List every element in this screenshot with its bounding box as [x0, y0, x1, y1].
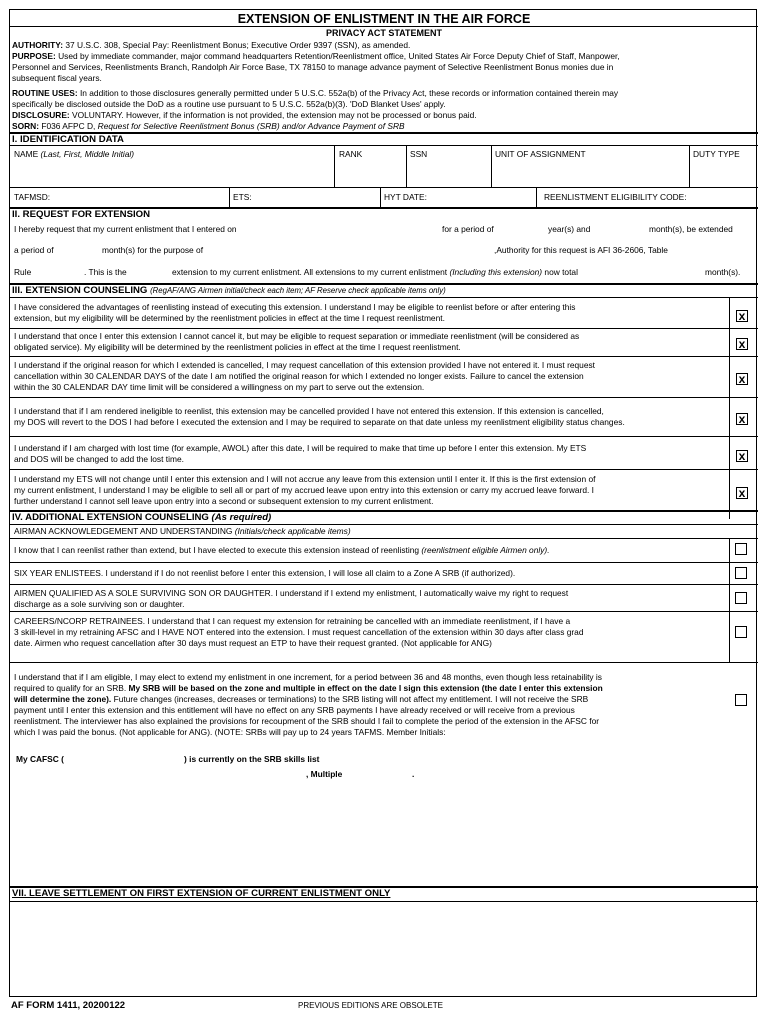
- acknowledgement-item: I know that I can reenlist rather than extend, but I have elected to execute this extension instead of reenlisting (reenlistment eligible Airmen only).: [14, 545, 550, 555]
- form-title: EXTENSION OF ENLISTMENT IN THE AIR FORCE: [237, 12, 531, 26]
- counseling-checkbox[interactable]: x: [736, 310, 748, 322]
- divider: [10, 469, 758, 470]
- counseling-checkbox[interactable]: x: [736, 373, 748, 385]
- acknowledgement-item: 3 skill-level in my retraining AFSC and I HAVE NOT entered into the extension. I must request cancellation of the extension within 30 days after class grad: [14, 627, 584, 637]
- counseling-checkbox[interactable]: x: [736, 450, 748, 462]
- routine-uses-line: specifically be disclosed outside the DoD as a routine use pursuant to 5 U.S.C. 552a(b)(3). 'DoD Blanket Uses' apply.: [12, 99, 446, 109]
- divider: [380, 187, 381, 207]
- divider: [10, 26, 758, 27]
- divider: [10, 524, 758, 525]
- divider: [10, 145, 758, 146]
- request-text: month(s), be extended: [649, 224, 733, 234]
- request-text: extension to my current enlistment. All extensions to my current enlistment (Including this extension) now total: [172, 267, 578, 277]
- request-text: month(s).: [705, 267, 741, 277]
- section-2-heading: II. REQUEST FOR EXTENSION: [12, 209, 151, 220]
- counseling-checkbox[interactable]: x: [736, 338, 748, 350]
- request-text: ,Authority for this request is AFI 36-2606, Table: [494, 245, 668, 255]
- acknowledgement-checkbox[interactable]: [735, 592, 747, 604]
- previous-editions-note: PREVIOUS EDITIONS ARE OBSOLETE: [298, 1001, 443, 1010]
- rank-field-label: RANK: [339, 149, 363, 159]
- acknowledgement-item: date. Airmen who request cancellation after 30 days must request an ETP to have their request granted. (Not applicable for ANG): [14, 638, 492, 648]
- sorn-line: SORN: F036 AFPC D, Request for Selective Reenlistment Bonus (SRB) and/or Advance Payment of SRB: [12, 121, 405, 131]
- divider: [689, 145, 690, 187]
- acknowledgement-item: CAREERS/NCORP RETRAINEES. I understand that I can request my extension for retraining be cancelled with an immediate reenlistment, if I have a: [14, 616, 571, 626]
- divider: [10, 538, 758, 539]
- cafsc-label: My CAFSC (: [16, 754, 64, 764]
- divider: [10, 356, 758, 357]
- acknowledgement-item: discharge as a sole surviving son or daughter.: [14, 599, 185, 609]
- authority-line: AUTHORITY: 37 U.S.C. 308, Special Pay: Reenlistment Bonus; Executive Order 9397 (SSN), as amended.: [12, 40, 411, 50]
- request-text: month(s) for the purpose of: [102, 245, 204, 255]
- request-text: . This is the: [84, 267, 127, 277]
- request-text: I hereby request that my current enlistment that I entered on: [14, 224, 237, 234]
- request-text: Rule: [14, 267, 32, 277]
- name-field-label: NAME (Last, First, Middle Initial): [14, 149, 135, 159]
- privacy-heading: PRIVACY ACT STATEMENT: [325, 28, 442, 38]
- divider: [10, 187, 758, 188]
- hyt-date-field-label: HYT DATE:: [384, 192, 427, 202]
- reenlistment-code-field-label: REENLISTMENT ELIGIBILITY CODE:: [544, 192, 687, 202]
- section-3-heading: III. EXTENSION COUNSELING (RegAF/ANG Airmen initial/check each item; AF Reserve check applicable items only): [12, 285, 446, 296]
- srb-checkbox[interactable]: [735, 694, 747, 706]
- purpose-line: PURPOSE: Used by immediate commander, major command headquarters Retention/Reenlistment office, United States Air Force Deputy Chief of Staff, Manpower,: [12, 51, 620, 61]
- request-text: for a period of: [442, 224, 494, 234]
- divider: [491, 145, 492, 187]
- purpose-line: Personnel and Services, Reenlistments Branch, Randolph Air Force Base, TX 78150 to manage advance payment of Selective Reenlistment Bonus monies due in: [12, 62, 614, 72]
- form-frame: EXTENSION OF ENLISTMENT IN THE AIR FORCE PRIVACY ACT STATEMENT AUTHORITY: 37 U.S.C. 308, Special Pay: Reenlistment Bonus; Executive Order 9397 (SSN), as amended. PURPOSE: Used by immediate commander, major command headquarters Retention/Reenlistment office, United States Air Force Deputy Chief of Staff, Manpower, Personnel and Services, Reenlistments Branch, Randolph Air Force Base, TX 78150 to manage advance payment of Selective Reenlistment Bonus monies due in subsequent fiscal years. ROUTINE USES: In addition to those disclosures generally permitted under 5 U.S.C. 552a(b) of the Privacy Act, these records or information contained therein may specifically be disclosed outside the DoD as a routine use pursuant to 5 U.S.C. 552a(b)(3). 'DoD Blanket Uses' apply. DISCLOSURE: VOLUNTARY. However, if the information is not provided, the extension may not be processed or bonus paid. SORN: F036 AFPC D, Request for Selective Reenlistment Bonus (SRB) and/or Advance Payment of SRB I. IDENTIFICATION DATA NAME (Last, First, Middle Initial) RANK SSN UNIT OF ASSIGNMENT DUTY TYPE TAFMSD: ETS: HYT DATE: REENLISTMENT ELIGIBILITY CODE: II. REQUEST FOR EXTENSION I hereby request that my current enlistment that I entered on for a period of year(s) and month(s), be extended a period of month(s) for the purpose of ,Authority for this request is AFI 36-2606, Table Rule . This is the extension to my current enlistment. All extensions to my current enlistment (Including this extension) now total month(s). III. EXTENSION COUNSELING (RegAF/ANG Airmen initial/check each item; AF Reserve check applicable items only) I have considered the advantages of reenlisting instead of executing this extension. I understand I may be eligible to reenlist before or after entering this extension, but my eligibility will be determined by the reenlistment policies in effect at the time I request reenlistment. x I understand that once I enter this extension I cannot cancel it, but may be eligible to request separation or immediate reenlistment (will be considered as obligated service). My eligibility will be determined by the reenlistment policies in effect at the time I request reenlistment. x I understand if the original reason for which I extended is cancelled, I may request cancellation of this extension provided I have not entered it. I must request cancellation within 30 CALENDAR DAYS of the date I am notified the original reason for which I extended no longer exists. Failure to cancel the extension within the 30 CALENDAR DAY time limit will be considered a willingness on my part to serve out the extension. x I understand that if I am rendered ineligible to reenlist, this extension may be cancelled provided I have not entered this extension. If this extension is cancelled, my DOS will revert to the DOS I had before I executed the extension and I may be required to separate on that date unless my reenlistment eligibility status changes. x I understand if I am charged with lost time (for example, AWOL) after this date, I will be required to make that time up before I enter this extension. My ETS and DOS will be changed to add the lost time. x I understand my ETS will not change until I enter this extension and I will not accrue any leave from this extension until I enter it. If this is the first extension of my current enlistment, I understand I may be eligible to sell all or part of my accrued leave upon entry into this extension or carry my accrued leave forward. I further understand I cannot sell leave upon entry into a second or subsequent extension to my current enlistment. x IV. ADDITIONAL EXTENSION COUNSELING (As required) AIRMAN ACKNOWLEDGEMENT AND UNDERSTANDING (Initials/check applicable items) I know that I can reenlist rather than extend, but I have elected to execute this extension instead of reenlisting (reenlistment eligible Airmen only). SIX YEAR ENLISTEES. I understand if I do not reenlist before I enter this extension, I will lose all claim to a Zone A SRB (if authorized). AIRMEN QUALIFIED AS A SOLE SURVIVING SON OR DAUGHTER. I understand if I extend my enlistment, I automatically waive my right to request discharge as a sole surviving son or daughter. CAREERS/NCORP RETRAINEES. I understand that I can request my extension for retraining be cancelled with an immediate reenlistment, if I have a 3 skill-level in my retraining AFSC and I HAVE NOT entered into the extension. I must request cancellation of the extension within 30 days after class grad date. Airmen who request cancellation after 30 days must request an ETP to have their request granted. (Not applicable for ANG) I understand that if I am eligible, I may elect to extend my enlistment in one increment, for a period between 36 and 48 months, even though less retainability is required to qualify for an SRB. My SRB will be based on the zone and multiple in effect on the date I sign this extension (the date I enter this extension will determine the zone). Future changes (increases, decreases or terminations) to the SRB listing will not affect my entitlement. I will not receive the SRB payment until I enter this extension and this entitlement will have no effect on any SRB payments I have already received or will receive from a previous reenlistment. The interviewer has also explained the provisions for recoupment of the SRB should I fail to complete the period of the extension in the AFSC for which I was paid the bonus. (Not applicable for ANG). (NOTE: SRBs will pay up to 24 years TAFMS. Member Initials: My CAFSC ( ) is currently on the SRB skills list , Multiple . VII. LEAVE SETTLEMENT ON FIRST EXTENSION OF CURRENT ENLISTMENT ONLY: [9, 9, 757, 997]
- divider: [10, 328, 758, 329]
- section-1-heading: I. IDENTIFICATION DATA: [12, 134, 124, 145]
- divider: [10, 901, 758, 902]
- divider: [229, 187, 230, 207]
- disclosure-line: DISCLOSURE: VOLUNTARY. However, if the information is not provided, the extension may not be processed or bonus paid.: [12, 110, 477, 120]
- divider: [729, 539, 730, 662]
- divider: [10, 662, 758, 663]
- divider: [406, 145, 407, 187]
- divider: [536, 187, 537, 207]
- ssn-field-label: SSN: [410, 149, 428, 159]
- acknowledgement-checkbox[interactable]: [735, 626, 747, 638]
- divider: [10, 611, 758, 612]
- form-number: AF FORM 1411, 20200122: [11, 1000, 126, 1011]
- routine-uses-line: ROUTINE USES: In addition to those disclosures generally permitted under 5 U.S.C. 552a(b) of the Privacy Act, these records or information contained therein may: [12, 88, 619, 98]
- purpose-line: subsequent fiscal years.: [12, 73, 102, 83]
- divider: [10, 584, 758, 585]
- acknowledgement-checkbox[interactable]: [735, 543, 747, 555]
- request-text: year(s) and: [548, 224, 591, 234]
- ets-field-label: ETS:: [233, 192, 252, 202]
- tafmsd-field-label: TAFMSD:: [14, 192, 51, 202]
- divider: [334, 145, 335, 187]
- section-4-heading: IV. ADDITIONAL EXTENSION COUNSELING (As required): [12, 512, 272, 523]
- request-text: a period of: [14, 245, 54, 255]
- section-7-heading: VII. LEAVE SETTLEMENT ON FIRST EXTENSION OF CURRENT ENLISTMENT ONLY: [12, 888, 391, 899]
- multiple-label: , Multiple: [306, 769, 343, 779]
- divider: [10, 436, 758, 437]
- divider: [10, 297, 758, 298]
- unit-field-label: UNIT OF ASSIGNMENT: [495, 149, 586, 159]
- counseling-checkbox[interactable]: x: [736, 487, 748, 499]
- multiple-terminator: .: [412, 769, 415, 779]
- acknowledgement-item: AIRMEN QUALIFIED AS A SOLE SURVIVING SON OR DAUGHTER. I understand if I extend my enlistment, I automatically waive my right to request: [14, 588, 569, 598]
- divider: [729, 298, 730, 519]
- acknowledgement-checkbox[interactable]: [735, 567, 747, 579]
- divider: [10, 562, 758, 563]
- duty-type-field-label: DUTY TYPE: [693, 149, 740, 159]
- acknowledgement-item: SIX YEAR ENLISTEES. I understand if I do not reenlist before I enter this extension, I will lose all claim to a Zone A SRB (if authorized).: [14, 568, 516, 578]
- counseling-checkbox[interactable]: x: [736, 413, 748, 425]
- cafsc-skills-list-text: ) is currently on the SRB skills list: [184, 754, 320, 764]
- acknowledgement-subheading: AIRMAN ACKNOWLEDGEMENT AND UNDERSTANDING (Initials/check applicable items): [14, 526, 351, 536]
- divider: [10, 397, 758, 398]
